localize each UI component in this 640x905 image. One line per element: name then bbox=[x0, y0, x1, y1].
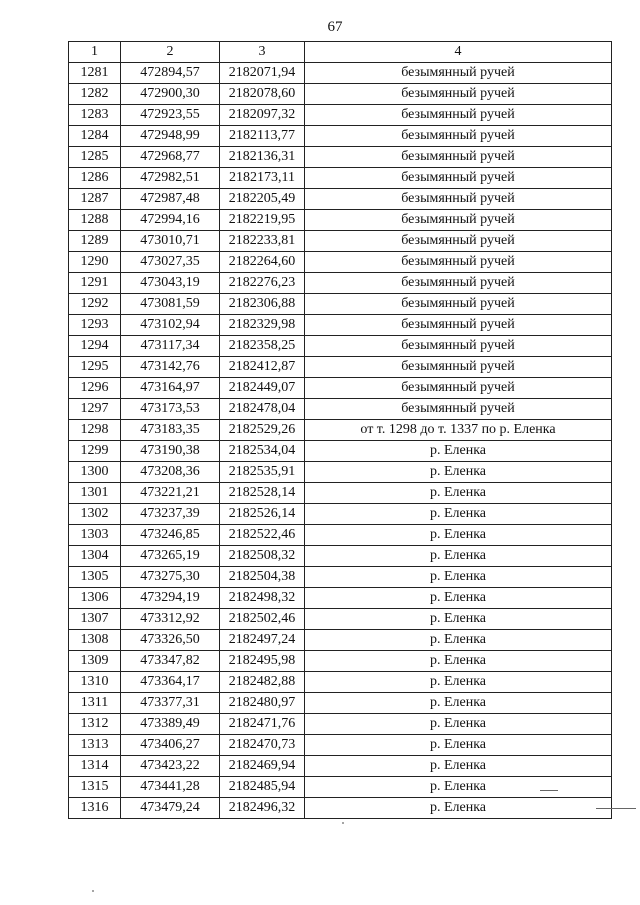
description-cell: р. Еленка bbox=[305, 567, 612, 588]
y-coordinate-cell: 2182205,49 bbox=[220, 189, 305, 210]
point-number-cell: 1310 bbox=[69, 672, 121, 693]
x-coordinate-cell: 472894,57 bbox=[121, 63, 220, 84]
y-coordinate-cell: 2182498,32 bbox=[220, 588, 305, 609]
y-coordinate-cell: 2182097,32 bbox=[220, 105, 305, 126]
header-col-x-coordinate: 2 bbox=[121, 42, 220, 63]
table-row bbox=[69, 462, 612, 483]
point-number-cell: 1291 bbox=[69, 273, 121, 294]
header-col-point-number: 1 bbox=[69, 42, 121, 63]
table-body bbox=[69, 63, 612, 819]
point-number-cell: 1283 bbox=[69, 105, 121, 126]
y-coordinate-cell: 2182078,60 bbox=[220, 84, 305, 105]
x-coordinate-cell: 473010,71 bbox=[121, 231, 220, 252]
point-number-cell: 1281 bbox=[69, 63, 121, 84]
y-coordinate-cell: 2182535,91 bbox=[220, 462, 305, 483]
description-cell: р. Еленка bbox=[305, 672, 612, 693]
x-coordinate-cell: 473043,19 bbox=[121, 273, 220, 294]
scan-artifact-line bbox=[540, 790, 558, 791]
table-row bbox=[69, 546, 612, 567]
y-coordinate-cell: 2182495,98 bbox=[220, 651, 305, 672]
x-coordinate-cell: 473117,34 bbox=[121, 336, 220, 357]
description-cell: безымянный ручей bbox=[305, 357, 612, 378]
scan-artifact-dot bbox=[92, 890, 94, 892]
x-coordinate-cell: 473237,39 bbox=[121, 504, 220, 525]
description-cell: безымянный ручей bbox=[305, 168, 612, 189]
description-cell: р. Еленка bbox=[305, 693, 612, 714]
point-number-cell: 1287 bbox=[69, 189, 121, 210]
x-coordinate-cell: 473173,53 bbox=[121, 399, 220, 420]
y-coordinate-cell: 2182306,88 bbox=[220, 294, 305, 315]
y-coordinate-cell: 2182136,31 bbox=[220, 147, 305, 168]
table-row bbox=[69, 168, 612, 189]
table-row bbox=[69, 735, 612, 756]
point-number-cell: 1286 bbox=[69, 168, 121, 189]
x-coordinate-cell: 473364,17 bbox=[121, 672, 220, 693]
table-row bbox=[69, 420, 612, 441]
description-cell: р. Еленка bbox=[305, 651, 612, 672]
description-cell: от т. 1298 до т. 1337 по р. Еленка bbox=[305, 420, 612, 441]
y-coordinate-cell: 2182173,11 bbox=[220, 168, 305, 189]
y-coordinate-cell: 2182480,97 bbox=[220, 693, 305, 714]
description-cell: безымянный ручей bbox=[305, 210, 612, 231]
x-coordinate-cell: 473441,28 bbox=[121, 777, 220, 798]
table-row bbox=[69, 357, 612, 378]
y-coordinate-cell: 2182529,26 bbox=[220, 420, 305, 441]
table-row bbox=[69, 504, 612, 525]
header-col-description: 4 bbox=[305, 42, 612, 63]
description-cell: безымянный ручей bbox=[305, 147, 612, 168]
x-coordinate-cell: 473347,82 bbox=[121, 651, 220, 672]
y-coordinate-cell: 2182526,14 bbox=[220, 504, 305, 525]
x-coordinate-cell: 473294,19 bbox=[121, 588, 220, 609]
point-number-cell: 1299 bbox=[69, 441, 121, 462]
table-row bbox=[69, 63, 612, 84]
y-coordinate-cell: 2182504,38 bbox=[220, 567, 305, 588]
x-coordinate-cell: 472987,48 bbox=[121, 189, 220, 210]
x-coordinate-cell: 472982,51 bbox=[121, 168, 220, 189]
description-cell: безымянный ручей bbox=[305, 105, 612, 126]
point-number-cell: 1307 bbox=[69, 609, 121, 630]
point-number-cell: 1284 bbox=[69, 126, 121, 147]
table-row bbox=[69, 105, 612, 126]
description-cell: безымянный ручей bbox=[305, 231, 612, 252]
table-row bbox=[69, 630, 612, 651]
y-coordinate-cell: 2182264,60 bbox=[220, 252, 305, 273]
point-number-cell: 1313 bbox=[69, 735, 121, 756]
point-number-cell: 1293 bbox=[69, 315, 121, 336]
coordinates-table bbox=[68, 41, 612, 819]
y-coordinate-cell: 2182071,94 bbox=[220, 63, 305, 84]
point-number-cell: 1311 bbox=[69, 693, 121, 714]
description-cell: безымянный ручей bbox=[305, 378, 612, 399]
table-row bbox=[69, 231, 612, 252]
point-number-cell: 1297 bbox=[69, 399, 121, 420]
table-row bbox=[69, 336, 612, 357]
x-coordinate-cell: 472923,55 bbox=[121, 105, 220, 126]
x-coordinate-cell: 473312,92 bbox=[121, 609, 220, 630]
point-number-cell: 1294 bbox=[69, 336, 121, 357]
point-number-cell: 1298 bbox=[69, 420, 121, 441]
point-number-cell: 1305 bbox=[69, 567, 121, 588]
description-cell: р. Еленка bbox=[305, 504, 612, 525]
table-row bbox=[69, 798, 612, 819]
table-row bbox=[69, 588, 612, 609]
y-coordinate-cell: 2182276,23 bbox=[220, 273, 305, 294]
y-coordinate-cell: 2182497,24 bbox=[220, 630, 305, 651]
description-cell: безымянный ручей bbox=[305, 84, 612, 105]
y-coordinate-cell: 2182471,76 bbox=[220, 714, 305, 735]
y-coordinate-cell: 2182358,25 bbox=[220, 336, 305, 357]
x-coordinate-cell: 473265,19 bbox=[121, 546, 220, 567]
y-coordinate-cell: 2182233,81 bbox=[220, 231, 305, 252]
table-row bbox=[69, 399, 612, 420]
table-row bbox=[69, 756, 612, 777]
y-coordinate-cell: 2182496,32 bbox=[220, 798, 305, 819]
description-cell: безымянный ручей bbox=[305, 63, 612, 84]
table-row bbox=[69, 693, 612, 714]
description-cell: безымянный ручей bbox=[305, 294, 612, 315]
table-row bbox=[69, 189, 612, 210]
table-row bbox=[69, 273, 612, 294]
y-coordinate-cell: 2182502,46 bbox=[220, 609, 305, 630]
table-row bbox=[69, 315, 612, 336]
description-cell: р. Еленка bbox=[305, 483, 612, 504]
point-number-cell: 1296 bbox=[69, 378, 121, 399]
scan-artifact-line bbox=[596, 808, 636, 809]
table-row bbox=[69, 84, 612, 105]
y-coordinate-cell: 2182522,46 bbox=[220, 525, 305, 546]
x-coordinate-cell: 473183,35 bbox=[121, 420, 220, 441]
point-number-cell: 1308 bbox=[69, 630, 121, 651]
description-cell: безымянный ручей bbox=[305, 336, 612, 357]
point-number-cell: 1301 bbox=[69, 483, 121, 504]
x-coordinate-cell: 473423,22 bbox=[121, 756, 220, 777]
x-coordinate-cell: 472900,30 bbox=[121, 84, 220, 105]
point-number-cell: 1312 bbox=[69, 714, 121, 735]
description-cell: р. Еленка bbox=[305, 756, 612, 777]
header-row bbox=[69, 42, 612, 63]
table-row bbox=[69, 147, 612, 168]
x-coordinate-cell: 473406,27 bbox=[121, 735, 220, 756]
table-row bbox=[69, 651, 612, 672]
description-cell: р. Еленка bbox=[305, 714, 612, 735]
x-coordinate-cell: 473102,94 bbox=[121, 315, 220, 336]
description-cell: р. Еленка bbox=[305, 630, 612, 651]
description-cell: безымянный ручей bbox=[305, 273, 612, 294]
x-coordinate-cell: 473164,97 bbox=[121, 378, 220, 399]
point-number-cell: 1292 bbox=[69, 294, 121, 315]
point-number-cell: 1295 bbox=[69, 357, 121, 378]
y-coordinate-cell: 2182485,94 bbox=[220, 777, 305, 798]
y-coordinate-cell: 2182534,04 bbox=[220, 441, 305, 462]
point-number-cell: 1306 bbox=[69, 588, 121, 609]
x-coordinate-cell: 473027,35 bbox=[121, 252, 220, 273]
x-coordinate-cell: 473377,31 bbox=[121, 693, 220, 714]
y-coordinate-cell: 2182470,73 bbox=[220, 735, 305, 756]
x-coordinate-cell: 472968,77 bbox=[121, 147, 220, 168]
y-coordinate-cell: 2182469,94 bbox=[220, 756, 305, 777]
y-coordinate-cell: 2182508,32 bbox=[220, 546, 305, 567]
table-row bbox=[69, 441, 612, 462]
x-coordinate-cell: 472948,99 bbox=[121, 126, 220, 147]
table-row bbox=[69, 525, 612, 546]
table-row bbox=[69, 609, 612, 630]
y-coordinate-cell: 2182113,77 bbox=[220, 126, 305, 147]
y-coordinate-cell: 2182449,07 bbox=[220, 378, 305, 399]
table-row bbox=[69, 777, 612, 798]
description-cell: р. Еленка bbox=[305, 588, 612, 609]
description-cell: р. Еленка bbox=[305, 525, 612, 546]
point-number-cell: 1303 bbox=[69, 525, 121, 546]
table-row bbox=[69, 567, 612, 588]
table-header bbox=[69, 42, 612, 63]
point-number-cell: 1300 bbox=[69, 462, 121, 483]
point-number-cell: 1315 bbox=[69, 777, 121, 798]
point-number-cell: 1304 bbox=[69, 546, 121, 567]
scan-artifact-dot bbox=[342, 822, 344, 824]
table-row bbox=[69, 378, 612, 399]
x-coordinate-cell: 473190,38 bbox=[121, 441, 220, 462]
point-number-cell: 1288 bbox=[69, 210, 121, 231]
description-cell: р. Еленка bbox=[305, 798, 612, 819]
page-number: 67 bbox=[327, 19, 343, 35]
point-number-cell: 1314 bbox=[69, 756, 121, 777]
description-cell: р. Еленка bbox=[305, 462, 612, 483]
description-cell: р. Еленка bbox=[305, 609, 612, 630]
x-coordinate-cell: 473081,59 bbox=[121, 294, 220, 315]
table-row bbox=[69, 483, 612, 504]
y-coordinate-cell: 2182528,14 bbox=[220, 483, 305, 504]
point-number-cell: 1289 bbox=[69, 231, 121, 252]
description-cell: р. Еленка bbox=[305, 546, 612, 567]
description-cell: р. Еленка bbox=[305, 441, 612, 462]
y-coordinate-cell: 2182329,98 bbox=[220, 315, 305, 336]
description-cell: безымянный ручей bbox=[305, 252, 612, 273]
y-coordinate-cell: 2182412,87 bbox=[220, 357, 305, 378]
point-number-cell: 1309 bbox=[69, 651, 121, 672]
table-row bbox=[69, 126, 612, 147]
table-row bbox=[69, 210, 612, 231]
x-coordinate-cell: 473275,30 bbox=[121, 567, 220, 588]
table-row bbox=[69, 714, 612, 735]
description-cell: безымянный ручей bbox=[305, 126, 612, 147]
description-cell: безымянный ручей bbox=[305, 189, 612, 210]
x-coordinate-cell: 473221,21 bbox=[121, 483, 220, 504]
description-cell: р. Еленка bbox=[305, 735, 612, 756]
x-coordinate-cell: 473389,49 bbox=[121, 714, 220, 735]
y-coordinate-cell: 2182478,04 bbox=[220, 399, 305, 420]
x-coordinate-cell: 473142,76 bbox=[121, 357, 220, 378]
point-number-cell: 1316 bbox=[69, 798, 121, 819]
point-number-cell: 1282 bbox=[69, 84, 121, 105]
x-coordinate-cell: 472994,16 bbox=[121, 210, 220, 231]
x-coordinate-cell: 473246,85 bbox=[121, 525, 220, 546]
point-number-cell: 1290 bbox=[69, 252, 121, 273]
table-row bbox=[69, 294, 612, 315]
point-number-cell: 1302 bbox=[69, 504, 121, 525]
y-coordinate-cell: 2182482,88 bbox=[220, 672, 305, 693]
x-coordinate-cell: 473208,36 bbox=[121, 462, 220, 483]
y-coordinate-cell: 2182219,95 bbox=[220, 210, 305, 231]
x-coordinate-cell: 473326,50 bbox=[121, 630, 220, 651]
table-row bbox=[69, 252, 612, 273]
description-cell: безымянный ручей bbox=[305, 315, 612, 336]
x-coordinate-cell: 473479,24 bbox=[121, 798, 220, 819]
header-col-y-coordinate: 3 bbox=[220, 42, 305, 63]
description-cell: р. Еленка bbox=[305, 777, 612, 798]
table-row bbox=[69, 672, 612, 693]
point-number-cell: 1285 bbox=[69, 147, 121, 168]
description-cell: безымянный ручей bbox=[305, 399, 612, 420]
